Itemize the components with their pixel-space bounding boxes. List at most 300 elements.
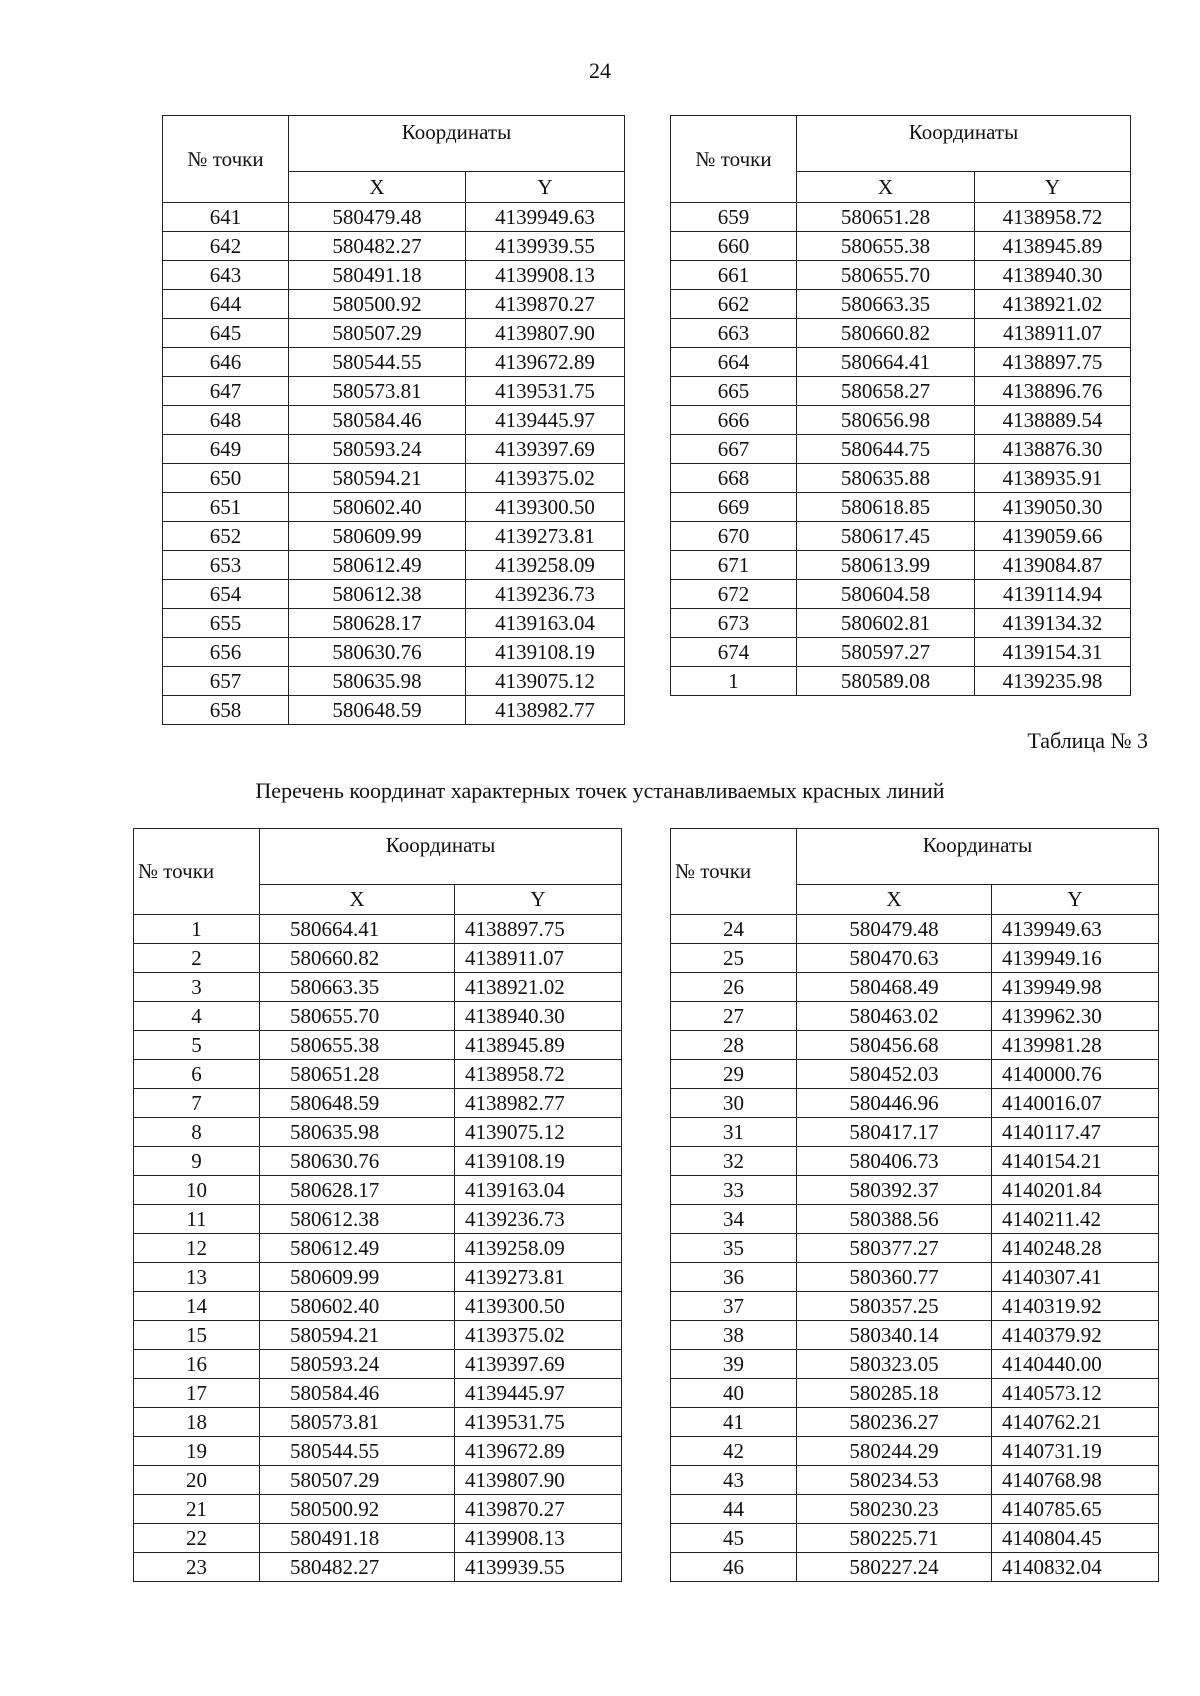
table-row <box>671 551 1131 580</box>
point-number-cell: 23 <box>134 1553 260 1582</box>
y-coordinate-cell: 4139870.27 <box>466 290 625 319</box>
x-coordinate-cell: 580573.81 <box>260 1408 455 1437</box>
table-row <box>134 1118 622 1147</box>
y-coordinate-cell: 4139375.02 <box>466 464 625 493</box>
x-coordinate-cell: 580663.35 <box>260 973 455 1002</box>
y-coordinate-cell: 4140379.92 <box>992 1321 1159 1350</box>
point-number-cell: 644 <box>163 290 289 319</box>
y-coordinate-cell: 4139236.73 <box>466 580 625 609</box>
table-row <box>671 973 1159 1002</box>
table-row <box>671 1118 1159 1147</box>
point-number-cell: 46 <box>671 1553 797 1582</box>
table-row <box>163 290 625 319</box>
x-coordinate-cell: 580491.18 <box>289 261 466 290</box>
table-title: Перечень координат характерных точек устанавливаемых красных линий <box>255 778 945 803</box>
y-coordinate-cell: 4139981.28 <box>992 1031 1159 1060</box>
x-coordinate-cell: 580609.99 <box>260 1263 455 1292</box>
y-coordinate-cell: 4139445.97 <box>466 406 625 435</box>
y-coordinate-cell: 4139114.94 <box>975 580 1131 609</box>
point-number-cell: 44 <box>671 1495 797 1524</box>
x-coordinate-cell: 580388.56 <box>797 1205 992 1234</box>
point-number-cell: 673 <box>671 609 797 638</box>
point-number-cell: 40 <box>671 1379 797 1408</box>
point-number-cell: 658 <box>163 696 289 725</box>
x-header: X <box>289 172 466 203</box>
point-number-cell: 648 <box>163 406 289 435</box>
y-coordinate-cell: 4140573.12 <box>992 1379 1159 1408</box>
x-coordinate-cell: 580360.77 <box>797 1263 992 1292</box>
x-coordinate-cell: 580392.37 <box>797 1176 992 1205</box>
table-row <box>671 1263 1159 1292</box>
y-coordinate-cell: 4138982.77 <box>466 696 625 725</box>
table-row <box>671 232 1131 261</box>
point-number-header: № точки <box>134 829 260 915</box>
table-row <box>671 1031 1159 1060</box>
table-row <box>671 667 1131 696</box>
point-number-cell: 656 <box>163 638 289 667</box>
point-number-cell: 10 <box>134 1176 260 1205</box>
x-coordinate-cell: 580507.29 <box>289 319 466 348</box>
point-number-cell: 28 <box>671 1031 797 1060</box>
x-coordinate-cell: 580236.27 <box>797 1408 992 1437</box>
table-row <box>671 1553 1159 1582</box>
point-number-cell: 13 <box>134 1263 260 1292</box>
table-row <box>134 1524 622 1553</box>
table-row <box>163 319 625 348</box>
point-number-cell: 12 <box>134 1234 260 1263</box>
table-row <box>671 1524 1159 1553</box>
y-coordinate-cell: 4139397.69 <box>455 1350 622 1379</box>
table-row <box>671 203 1131 232</box>
table-row <box>671 1408 1159 1437</box>
point-number-cell: 37 <box>671 1292 797 1321</box>
point-number-cell: 38 <box>671 1321 797 1350</box>
x-coordinate-cell: 580617.45 <box>797 522 975 551</box>
point-number-cell: 1 <box>134 915 260 944</box>
x-coordinate-cell: 580230.23 <box>797 1495 992 1524</box>
point-number-cell: 654 <box>163 580 289 609</box>
table-row <box>134 1263 622 1292</box>
table-row <box>671 1292 1159 1321</box>
x-coordinate-cell: 580660.82 <box>797 319 975 348</box>
y-coordinate-cell: 4139949.16 <box>992 944 1159 973</box>
x-coordinate-cell: 580377.27 <box>797 1234 992 1263</box>
x-coordinate-cell: 580612.38 <box>260 1205 455 1234</box>
y-coordinate-cell: 4139163.04 <box>455 1176 622 1205</box>
y-coordinate-cell: 4139273.81 <box>466 522 625 551</box>
table-row <box>671 348 1131 377</box>
table-row <box>134 1437 622 1466</box>
x-coordinate-cell: 580544.55 <box>260 1437 455 1466</box>
point-number-cell: 39 <box>671 1350 797 1379</box>
x-coordinate-cell: 580618.85 <box>797 493 975 522</box>
point-number-cell: 659 <box>671 203 797 232</box>
y-coordinate-cell: 4139807.90 <box>455 1466 622 1495</box>
table-row <box>134 915 622 944</box>
x-coordinate-cell: 580357.25 <box>797 1292 992 1321</box>
y-coordinate-cell: 4140785.65 <box>992 1495 1159 1524</box>
y-coordinate-cell: 4139531.75 <box>466 377 625 406</box>
x-coordinate-cell: 580612.49 <box>260 1234 455 1263</box>
y-coordinate-cell: 4139531.75 <box>455 1408 622 1437</box>
x-coordinate-cell: 580234.53 <box>797 1466 992 1495</box>
table-row <box>671 580 1131 609</box>
point-number-cell: 29 <box>671 1060 797 1089</box>
y-coordinate-cell: 4138958.72 <box>455 1060 622 1089</box>
x-coordinate-cell: 580323.05 <box>797 1350 992 1379</box>
x-coordinate-cell: 580417.17 <box>797 1118 992 1147</box>
x-coordinate-cell: 580584.46 <box>289 406 466 435</box>
y-coordinate-cell: 4139108.19 <box>466 638 625 667</box>
point-number-cell: 650 <box>163 464 289 493</box>
y-coordinate-cell: 4138897.75 <box>975 348 1131 377</box>
coordinates-table-bottom-right <box>670 828 1159 1582</box>
y-coordinate-cell: 4138940.30 <box>975 261 1131 290</box>
y-coordinate-cell: 4139163.04 <box>466 609 625 638</box>
x-coordinate-cell: 580664.41 <box>260 915 455 944</box>
x-coordinate-cell: 580609.99 <box>289 522 466 551</box>
table-row <box>671 493 1131 522</box>
point-number-cell: 16 <box>134 1350 260 1379</box>
x-coordinate-cell: 580285.18 <box>797 1379 992 1408</box>
x-coordinate-cell: 580463.02 <box>797 1002 992 1031</box>
table-row <box>163 493 625 522</box>
point-number-cell: 647 <box>163 377 289 406</box>
point-number-cell: 651 <box>163 493 289 522</box>
table-row <box>134 1089 622 1118</box>
point-number-cell: 666 <box>671 406 797 435</box>
table-row <box>163 667 625 696</box>
x-coordinate-cell: 580593.24 <box>289 435 466 464</box>
point-number-cell: 20 <box>134 1466 260 1495</box>
y-coordinate-cell: 4138958.72 <box>975 203 1131 232</box>
point-number-cell: 19 <box>134 1437 260 1466</box>
point-number-cell: 9 <box>134 1147 260 1176</box>
x-coordinate-cell: 580635.98 <box>260 1118 455 1147</box>
table-row <box>671 1495 1159 1524</box>
y-coordinate-cell: 4138921.02 <box>455 973 622 1002</box>
table-row <box>671 1060 1159 1089</box>
table-row <box>671 1176 1159 1205</box>
x-coordinate-cell: 580613.99 <box>797 551 975 580</box>
coordinates-header: Координаты <box>289 116 625 172</box>
y-coordinate-cell: 4140117.47 <box>992 1118 1159 1147</box>
y-coordinate-cell: 4139949.63 <box>992 915 1159 944</box>
table-row <box>671 1234 1159 1263</box>
x-coordinate-cell: 580658.27 <box>797 377 975 406</box>
x-coordinate-cell: 580663.35 <box>797 290 975 319</box>
table-row <box>671 1379 1159 1408</box>
y-coordinate-cell: 4138911.07 <box>975 319 1131 348</box>
table-row <box>134 1321 622 1350</box>
y-coordinate-cell: 4139108.19 <box>455 1147 622 1176</box>
table-row <box>163 638 625 667</box>
x-coordinate-cell: 580452.03 <box>797 1060 992 1089</box>
table-row <box>134 1002 622 1031</box>
table-row <box>134 1147 622 1176</box>
table-row <box>671 1147 1159 1176</box>
point-number-cell: 674 <box>671 638 797 667</box>
table-row <box>671 915 1159 944</box>
page-number: 24 <box>589 58 611 83</box>
point-number-cell: 36 <box>671 1263 797 1292</box>
x-coordinate-cell: 580589.08 <box>797 667 975 696</box>
point-number-cell: 25 <box>671 944 797 973</box>
point-number-cell: 668 <box>671 464 797 493</box>
y-coordinate-cell: 4140307.41 <box>992 1263 1159 1292</box>
x-header: X <box>260 885 455 915</box>
x-header: X <box>797 885 992 915</box>
x-coordinate-cell: 580655.70 <box>797 261 975 290</box>
x-coordinate-cell: 580602.40 <box>260 1292 455 1321</box>
table-row <box>671 464 1131 493</box>
point-number-cell: 2 <box>134 944 260 973</box>
y-coordinate-cell: 4140832.04 <box>992 1553 1159 1582</box>
x-coordinate-cell: 580655.70 <box>260 1002 455 1031</box>
x-coordinate-cell: 580628.17 <box>260 1176 455 1205</box>
x-coordinate-cell: 580406.73 <box>797 1147 992 1176</box>
y-coordinate-cell: 4139949.63 <box>466 203 625 232</box>
y-coordinate-cell: 4138911.07 <box>455 944 622 973</box>
y-coordinate-cell: 4138935.91 <box>975 464 1131 493</box>
y-coordinate-cell: 4139258.09 <box>455 1234 622 1263</box>
table-row <box>163 377 625 406</box>
point-number-cell: 45 <box>671 1524 797 1553</box>
x-coordinate-cell: 580446.96 <box>797 1089 992 1118</box>
x-coordinate-cell: 580630.76 <box>260 1147 455 1176</box>
x-coordinate-cell: 580227.24 <box>797 1553 992 1582</box>
x-coordinate-cell: 580500.92 <box>260 1495 455 1524</box>
point-number-cell: 14 <box>134 1292 260 1321</box>
y-coordinate-cell: 4139870.27 <box>455 1495 622 1524</box>
point-number-header: № точки <box>163 116 289 203</box>
point-number-cell: 660 <box>671 232 797 261</box>
table-row <box>163 464 625 493</box>
table-row <box>163 609 625 638</box>
table-row <box>163 406 625 435</box>
x-coordinate-cell: 580644.75 <box>797 435 975 464</box>
point-number-cell: 657 <box>163 667 289 696</box>
point-number-cell: 649 <box>163 435 289 464</box>
x-coordinate-cell: 580597.27 <box>797 638 975 667</box>
point-number-cell: 11 <box>134 1205 260 1234</box>
point-number-header: № точки <box>671 829 797 915</box>
table-row <box>134 1060 622 1089</box>
point-number-cell: 41 <box>671 1408 797 1437</box>
y-coordinate-cell: 4139258.09 <box>466 551 625 580</box>
y-coordinate-cell: 4139134.32 <box>975 609 1131 638</box>
y-coordinate-cell: 4139235.98 <box>975 667 1131 696</box>
table-row <box>163 551 625 580</box>
x-coordinate-cell: 580479.48 <box>797 915 992 944</box>
y-coordinate-cell: 4139084.87 <box>975 551 1131 580</box>
x-header: X <box>797 172 975 203</box>
table-row <box>671 1205 1159 1234</box>
x-coordinate-cell: 580602.40 <box>289 493 466 522</box>
point-number-cell: 15 <box>134 1321 260 1350</box>
y-coordinate-cell: 4138945.89 <box>455 1031 622 1060</box>
y-coordinate-cell: 4139939.55 <box>466 232 625 261</box>
point-number-cell: 22 <box>134 1524 260 1553</box>
y-coordinate-cell: 4140731.19 <box>992 1437 1159 1466</box>
point-number-cell: 4 <box>134 1002 260 1031</box>
x-coordinate-cell: 580340.14 <box>797 1321 992 1350</box>
x-coordinate-cell: 580655.38 <box>260 1031 455 1060</box>
point-number-cell: 7 <box>134 1089 260 1118</box>
point-number-cell: 642 <box>163 232 289 261</box>
coordinates-header: Координаты <box>260 829 622 885</box>
point-number-cell: 6 <box>134 1060 260 1089</box>
point-number-cell: 670 <box>671 522 797 551</box>
y-header: Y <box>455 885 622 915</box>
table-row <box>134 1205 622 1234</box>
x-coordinate-cell: 580612.38 <box>289 580 466 609</box>
x-coordinate-cell: 580664.41 <box>797 348 975 377</box>
x-coordinate-cell: 580456.68 <box>797 1031 992 1060</box>
point-number-cell: 8 <box>134 1118 260 1147</box>
point-number-cell: 26 <box>671 973 797 1002</box>
coordinates-table-bottom-left <box>133 828 622 1582</box>
y-coordinate-cell: 4139059.66 <box>975 522 1131 551</box>
x-coordinate-cell: 580656.98 <box>797 406 975 435</box>
point-number-cell: 30 <box>671 1089 797 1118</box>
point-number-cell: 655 <box>163 609 289 638</box>
y-coordinate-cell: 4139273.81 <box>455 1263 622 1292</box>
y-coordinate-cell: 4139908.13 <box>455 1524 622 1553</box>
point-number-cell: 663 <box>671 319 797 348</box>
point-number-cell: 3 <box>134 973 260 1002</box>
x-coordinate-cell: 580468.49 <box>797 973 992 1002</box>
point-number-cell: 664 <box>671 348 797 377</box>
point-number-cell: 1 <box>671 667 797 696</box>
x-coordinate-cell: 580507.29 <box>260 1466 455 1495</box>
y-coordinate-cell: 4138921.02 <box>975 290 1131 319</box>
y-coordinate-cell: 4140440.00 <box>992 1350 1159 1379</box>
point-number-cell: 17 <box>134 1379 260 1408</box>
table-row <box>134 1031 622 1060</box>
y-coordinate-cell: 4140201.84 <box>992 1176 1159 1205</box>
x-coordinate-cell: 580648.59 <box>289 696 466 725</box>
y-coordinate-cell: 4140804.45 <box>992 1524 1159 1553</box>
table-row <box>134 1379 622 1408</box>
y-coordinate-cell: 4140154.21 <box>992 1147 1159 1176</box>
point-number-cell: 652 <box>163 522 289 551</box>
y-coordinate-cell: 4140000.76 <box>992 1060 1159 1089</box>
x-coordinate-cell: 580651.28 <box>260 1060 455 1089</box>
y-header: Y <box>992 885 1159 915</box>
table-row <box>671 406 1131 435</box>
table-row <box>134 1234 622 1263</box>
point-number-cell: 32 <box>671 1147 797 1176</box>
point-number-cell: 43 <box>671 1466 797 1495</box>
point-number-cell: 661 <box>671 261 797 290</box>
point-number-cell: 667 <box>671 435 797 464</box>
x-coordinate-cell: 580660.82 <box>260 944 455 973</box>
table-row <box>163 435 625 464</box>
point-number-cell: 672 <box>671 580 797 609</box>
y-coordinate-cell: 4139375.02 <box>455 1321 622 1350</box>
x-coordinate-cell: 580612.49 <box>289 551 466 580</box>
point-number-cell: 21 <box>134 1495 260 1524</box>
point-number-cell: 42 <box>671 1437 797 1466</box>
point-number-cell: 671 <box>671 551 797 580</box>
y-coordinate-cell: 4140016.07 <box>992 1089 1159 1118</box>
table-row <box>671 522 1131 551</box>
y-coordinate-cell: 4140762.21 <box>992 1408 1159 1437</box>
y-coordinate-cell: 4139908.13 <box>466 261 625 290</box>
table-row <box>134 973 622 1002</box>
y-coordinate-cell: 4138945.89 <box>975 232 1131 261</box>
y-coordinate-cell: 4139939.55 <box>455 1553 622 1582</box>
table-row <box>134 944 622 973</box>
point-number-cell: 665 <box>671 377 797 406</box>
y-coordinate-cell: 4138897.75 <box>455 915 622 944</box>
table-row <box>134 1553 622 1582</box>
y-header: Y <box>975 172 1131 203</box>
x-coordinate-cell: 580544.55 <box>289 348 466 377</box>
x-coordinate-cell: 580602.81 <box>797 609 975 638</box>
y-coordinate-cell: 4139397.69 <box>466 435 625 464</box>
y-header: Y <box>466 172 625 203</box>
x-coordinate-cell: 580628.17 <box>289 609 466 638</box>
point-number-cell: 34 <box>671 1205 797 1234</box>
point-number-cell: 653 <box>163 551 289 580</box>
y-coordinate-cell: 4140319.92 <box>992 1292 1159 1321</box>
table-row <box>163 696 625 725</box>
y-coordinate-cell: 4138896.76 <box>975 377 1131 406</box>
table-caption: Таблица № 3 <box>1027 728 1148 753</box>
table-row <box>671 1089 1159 1118</box>
y-coordinate-cell: 4139154.31 <box>975 638 1131 667</box>
point-number-cell: 27 <box>671 1002 797 1031</box>
table-row <box>671 1002 1159 1031</box>
point-number-cell: 641 <box>163 203 289 232</box>
x-coordinate-cell: 580244.29 <box>797 1437 992 1466</box>
table-row <box>134 1495 622 1524</box>
table-row <box>671 944 1159 973</box>
x-coordinate-cell: 580635.98 <box>289 667 466 696</box>
y-coordinate-cell: 4139300.50 <box>455 1292 622 1321</box>
table-row <box>163 203 625 232</box>
table-row <box>163 580 625 609</box>
y-coordinate-cell: 4139672.89 <box>455 1437 622 1466</box>
table-row <box>163 261 625 290</box>
x-coordinate-cell: 580593.24 <box>260 1350 455 1379</box>
y-coordinate-cell: 4138940.30 <box>455 1002 622 1031</box>
table-row <box>671 1350 1159 1379</box>
coordinates-header: Координаты <box>797 116 1131 172</box>
x-coordinate-cell: 580573.81 <box>289 377 466 406</box>
y-coordinate-cell: 4139672.89 <box>466 348 625 377</box>
table-row <box>134 1350 622 1379</box>
point-number-cell: 669 <box>671 493 797 522</box>
table-row <box>671 261 1131 290</box>
x-coordinate-cell: 580604.58 <box>797 580 975 609</box>
table-row <box>671 609 1131 638</box>
point-number-cell: 35 <box>671 1234 797 1263</box>
x-coordinate-cell: 580482.27 <box>260 1553 455 1582</box>
x-coordinate-cell: 580594.21 <box>289 464 466 493</box>
table-row <box>163 348 625 377</box>
y-coordinate-cell: 4138876.30 <box>975 435 1131 464</box>
x-coordinate-cell: 580584.46 <box>260 1379 455 1408</box>
x-coordinate-cell: 580630.76 <box>289 638 466 667</box>
point-number-cell: 31 <box>671 1118 797 1147</box>
x-coordinate-cell: 580651.28 <box>797 203 975 232</box>
x-coordinate-cell: 580491.18 <box>260 1524 455 1553</box>
y-coordinate-cell: 4139962.30 <box>992 1002 1159 1031</box>
point-number-cell: 645 <box>163 319 289 348</box>
